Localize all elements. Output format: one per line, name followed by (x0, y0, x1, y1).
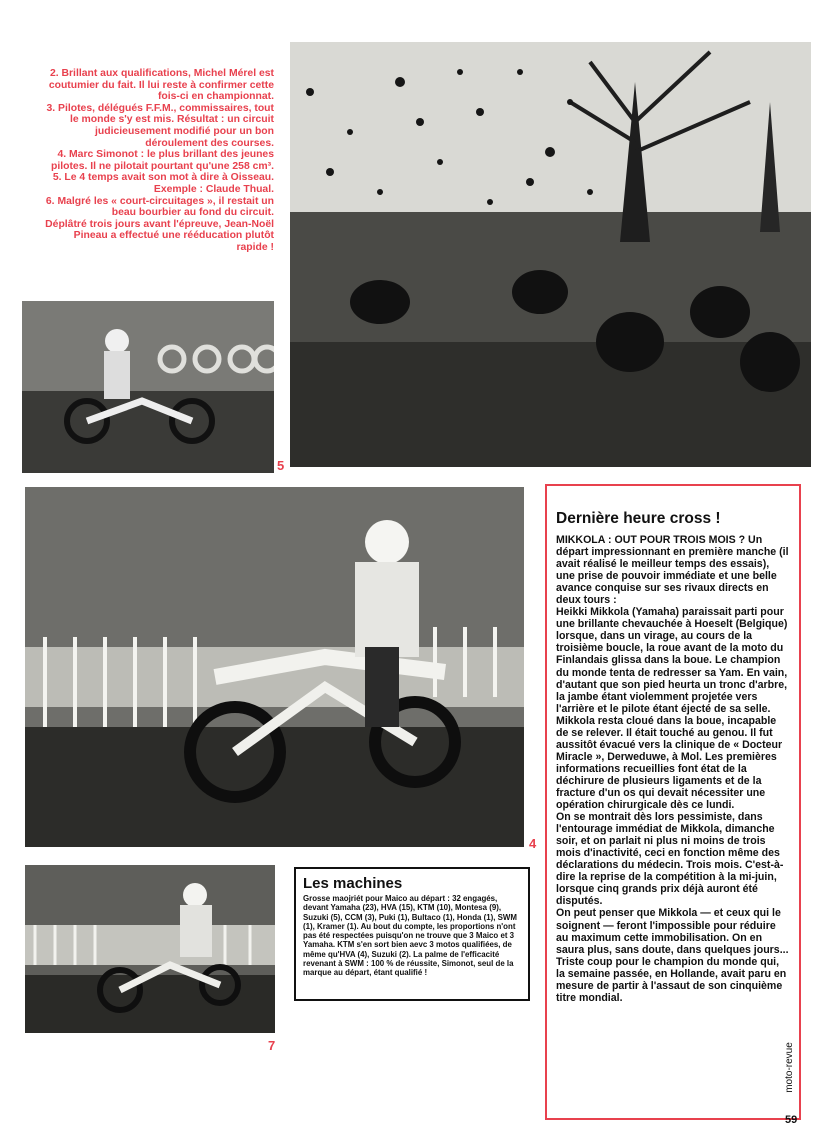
caption-3: 3. Pilotes, délégués F.F.M., commissaires, tout le monde s'y est mis. Résultat : un circuit judicieusement modifié pour un bon déroulement des courses. (46, 102, 274, 149)
rider-simonot-illustration (25, 487, 524, 847)
derniere-body (556, 534, 789, 1004)
caption-5: 5. Le 4 temps avait son mot à dire à Oisseau. Exemple : Claude Thual. (52, 172, 274, 195)
photo-number-7: 7 (268, 1038, 276, 1053)
machines-box (294, 867, 530, 1001)
photo-mud-bourbier (290, 42, 811, 467)
derniere-paragraph: Triste coup pour le champion du monde qui, la semaine passée, en Hollande, avait paru en mesure de partir à l'assaut de son cinquième titre mondial. (556, 955, 787, 1004)
photo-number-4: 4 (529, 836, 537, 851)
page-number: 59 (785, 1114, 798, 1126)
magazine-side-label (784, 1042, 798, 1097)
rider-thual-illustration (22, 301, 274, 473)
caption-2: 2. Brillant aux qualifications, Michel Mérel est coutumier du fait. Il lui reste à confirmer cette fois-ci en championnat. (48, 68, 274, 103)
photo-claude-thual (22, 301, 274, 473)
mud-bog-illustration (290, 42, 811, 467)
photo-number-5: 5 (277, 458, 285, 473)
derniere-paragraph: MIKKOLA : OUT POUR TROIS MOIS ? Un départ impressionnant en première manche (il avait réalisé le meilleur temps des essais), une prise de pouvoir immédiate et une belle avance conquise sur ses rivaux directs en deux tours : (556, 534, 789, 607)
photo-marc-simonot (25, 487, 524, 847)
derniere-paragraph: On se montrait dès lors pessimiste, dans l'entourage immédiat de Mikkola, dimanche soir, et on parlait ni plus ni moins de trois mois d'inactivité, ceci en fonction même des déclarations du médecin. Trois mois. C'est-à-dire la reprise de la compétition à la mi-juin, lorsque cinq grands prix déjà auront été disputés. (556, 811, 784, 908)
derniere-paragraph: On peut penser que Mikkola — et ceux qui le soignent — feront l'impossible pour réduire au maximum cette immobilisation. On en saura plus, sans doute, dans quelques jours... (556, 907, 789, 956)
caption-6: 6. Malgré les « court-circuitages », il restait un beau bourbier au fond du circuit. (45, 195, 274, 219)
caption-4: 4. Marc Simonot : le plus brillant des jeunes pilotes. Il ne pilotait pourtant qu'une 258 cm³. (50, 149, 274, 172)
rider-pineau-illustration (25, 865, 275, 1033)
photo-jean-noel-pineau (25, 865, 275, 1033)
machines-title: Les machines (303, 875, 403, 892)
derniere-heure-box (545, 484, 801, 1120)
photo-captions (40, 68, 274, 254)
magazine-name: moto-revue (783, 1042, 795, 1093)
machines-text: Grosse maojriét pour Maico au départ : 32 engagés, devant Yamaha (23), HVA (15), KTM (10), Montesa (9), Suzuki (5), CCM (3), Puki (1), Bultaco (1), Honda (1), SWM (1), Kramer (1). Au bout du compte, les proportions n'ont pas été respectées puisqu'on ne trouve que 3 Maico et 3 Yamaha. KTM s'en sort bien aevc 3 motos qualifiées, de même qu'HVA (4), Suzuki (2). La palme de l'efficacité revenant à SWM : 100 % de réussite, Simonot, seul de la marque au départ, étant qualifié ! (303, 894, 517, 977)
caption-pineau: Déplâtré trois jours avant l'épreuve, Jean-Noël Pineau a effectué une rééducation plutôt rapide ! (45, 218, 274, 253)
derniere-paragraph: Heikki Mikkola (Yamaha) paraissait parti pour une brillante chevauchée à Hoeselt (Belgique) lorsque, dans un virage, au cours de la troisième boucle, la roue avant de la moto du Finlandais glissa dans la boue. Le champion du monde tenta de redresser sa Yam. En vain, d'autant que son pied heurta un tronc d'arbre, la jambe étant violemment projetée vers l'arrière et le pilote étant éjecté de sa selle. Mikkola resta cloué dans la boue, incapable de se relever. Il était touché au genou. Il fut aussitôt évacué vers la clinique de « Docteur Miracle », Derweduwe, à Mol. Les premières informations recueillies font état de la déchirure de plusieurs ligaments et de la fracture d'un os qui devait nécessiter une opération chirurgicale dès ce lundi. (556, 606, 788, 812)
derniere-title: Dernière heure cross ! (556, 510, 721, 527)
